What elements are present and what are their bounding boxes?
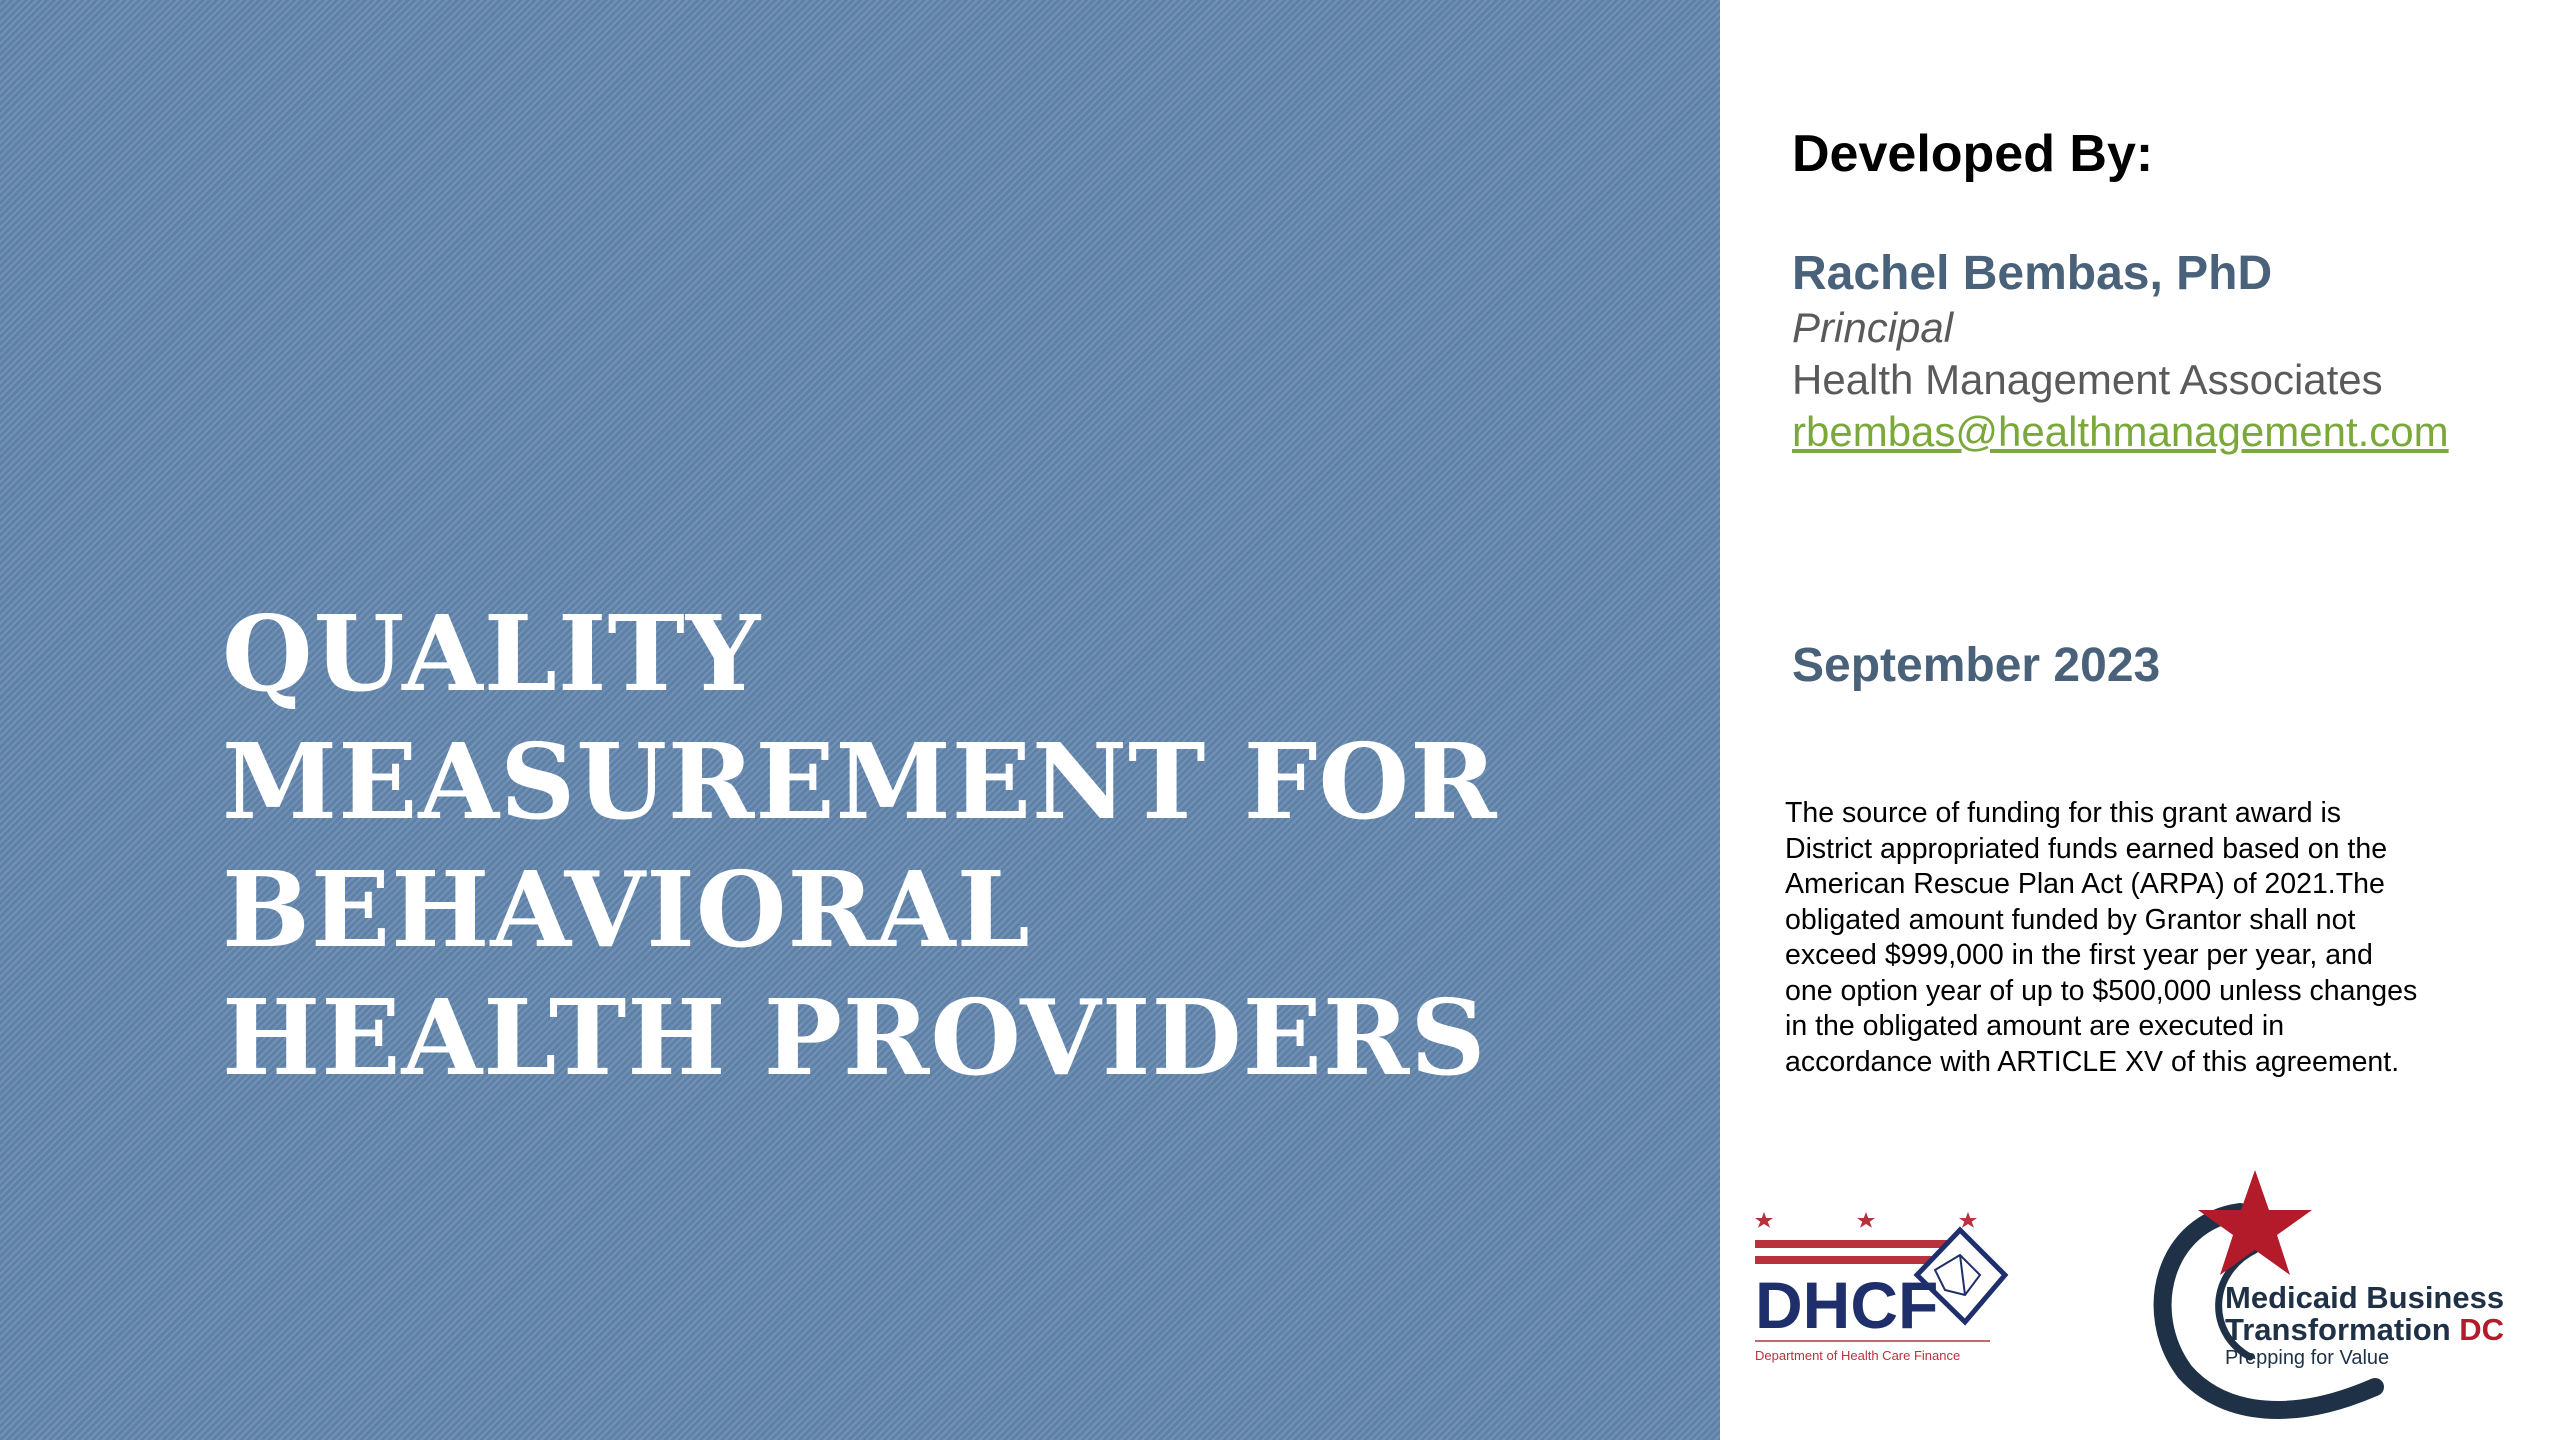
slide-title: QUALITY MEASUREMENT FOR BEHAVIORAL HEALTH PROVIDERS bbox=[222, 592, 1498, 1099]
funding-note: The source of funding for this grant award is District appropriated funds earned based on the American Rescue Plan Act (ARPA) of 2021.The obligated amount funded by Grantor shall not exceed $999,000 in the first year per year, and one option year of up to $500,000 unless changes in the obligated amount are executed in accordance with ARTICLE XV of this agreement. bbox=[1785, 797, 2418, 1078]
mbt-logo bbox=[2145, 1162, 2545, 1422]
flag-stripe bbox=[1755, 1256, 1955, 1264]
author-email-link[interactable]: rbembas@healthmanagement.com bbox=[1792, 408, 2449, 455]
mbt-tagline: Prepping for Value bbox=[2225, 1347, 2390, 1369]
developed-by-label: Developed By: bbox=[1792, 125, 2154, 183]
star-icon bbox=[1755, 1212, 1773, 1228]
author-role: Principal bbox=[1792, 304, 1954, 351]
dhcf-wordmark: DHCF bbox=[1755, 1268, 1939, 1342]
star-icon bbox=[1857, 1212, 1875, 1228]
mbt-title-line2: Transformation DC bbox=[2225, 1312, 2505, 1347]
author-name: Rachel Bembas, PhD bbox=[1792, 247, 2273, 300]
mbt-title-line1: Medicaid Business bbox=[2225, 1280, 2505, 1315]
author-organization: Health Management Associates bbox=[1792, 356, 2383, 403]
star-icon bbox=[1959, 1212, 1977, 1228]
presentation-date: September 2023 bbox=[1792, 639, 2161, 692]
dhcf-logo bbox=[1755, 1200, 2055, 1390]
flag-stripe bbox=[1755, 1240, 1965, 1248]
dhcf-subtitle: Department of Health Care Finance bbox=[1755, 1348, 1961, 1363]
